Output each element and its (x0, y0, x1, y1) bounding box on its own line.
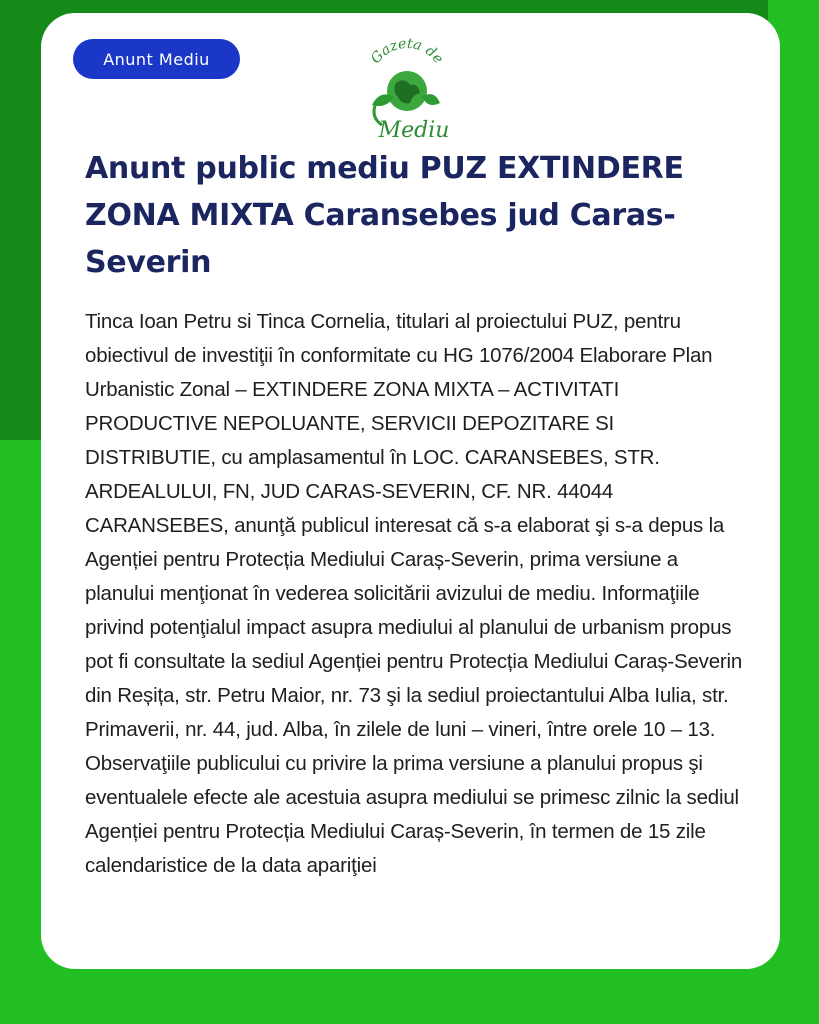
post-card (41, 13, 780, 969)
svg-text:Gazeta de (368, 36, 446, 67)
article-body: Tinca Ioan Petru si Tinca Cornelia, titulari al proiectului PUZ, pentru obiectivul de investiţii în conformitate cu HG 1076/2004 Elaborare Plan Urbanistic Zonal – EXTINDERE ZONA MIXTA – ACTIVITATI PRODUCTIVE NEPOLUANTE, SERVICII DEPOZITARE SI DISTRIBUTIE, cu amplasamentul în LOC. CARANSEBES, STR. ARDEALULUI, FN, JUD CARAS-SEVERIN, CF. NR. 44044 CARANSEBES, anunţă publicul interesat că s-a elaborat şi s-a depus la Agenției pentru Protecția Mediului Caraș-Severin, prima versiune a planului menţionat în vederea solicitării avizului de mediu. Informaţiile privind potenţialul impact asupra mediului al planului de urbanism propus pot fi consultate la sediul Agenției pentru Protecția Mediului Caraș-Severin din Reșița, str. Petru Maior, nr. 73 şi la sediul proiectantului Alba Iulia, str. Primaverii, nr. 44, jud. Alba, în zilele de luni – vineri, între orele 10 – 13. Observaţiile publicului cu privire la prima versiune a planului propus şi eventualele efecte ale acestuia asupra mediului se primesc zilnic la sediul Agenției pentru Protecția Mediului Caraș-Severin, în termen de 15 zile calendaristice de la data apariţiei (85, 310, 743, 877)
logo-text-bottom: Mediu (378, 118, 450, 143)
gazeta-de-mediu-logo (352, 33, 462, 143)
category-badge[interactable]: Anunt Mediu (73, 39, 240, 79)
article-title: Anunt public mediu PUZ EXTINDERE ZONA MIXTA Caransebes jud Caras-Severin (85, 151, 684, 280)
logo-text-top: Gazeta de (367, 35, 447, 67)
